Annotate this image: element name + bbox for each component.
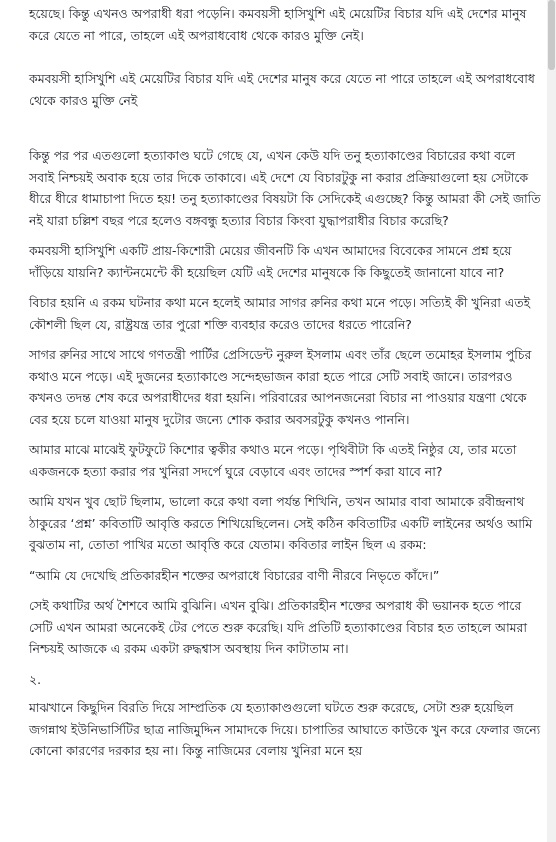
article-paragraph: হয়েছে। কিন্তু এখনও অপরাধী ধরা পড়েনি। কমবয়সী হাসিখুশি এই মেয়েটির বিচার যদি এই দেশের মানুষ করে যেতে না পারে, তাহলে এই অপরাধবোধ থেকে কারও মুক্তি নেই। <box>29 6 527 43</box>
article-body <box>29 3 544 771</box>
article-paragraph: আমার মাঝে মাঝেই ফুটফুটে কিশোর ত্বকীর কথাও মনে পড়ে। পৃথিবীটা কি এতই নিষ্ঠুর যে, তার মতো একজনকে হত্যা করার পর খুনিরা সদর্পে ঘুরে বেড়াবে এবং তাদের স্পর্শ করা যাবে না? <box>29 442 517 479</box>
article-paragraph: কিন্তু পর পর এতগুলো হত্যাকাণ্ড ঘটে গেছে যে, এখন কেউ যদি তনু হত্যাকাণ্ডের বিচারের কথা বলে সবাই নিশ্চয়ই অবাক হয়ে তার দিকে তাকাবে। এই দেশে যে বিচারটুকু না করার প্রক্রিয়াগুলো হয় সেটাকে ধীরে ধীরে ধামাচাপা দিতে হয়! তনু হত্যাকাণ্ডের বিষয়টা কি সেদিকেই এগুচ্ছে? কিন্তু আমরা কী সেই জাতি নই যারা চল্লিশ বছর পরে হলেও বঙ্গবন্ধু হত্যার বিচার কিংবা যুদ্ধাপরাধীর বিচার করেছি? <box>29 148 541 228</box>
article-paragraph: আমি যখন খুব ছোট ছিলাম, ভালো করে কথা বলা পর্যন্ত শিখিনি, তখন আমার বাবা আমাকে রবীন্দ্রনাথ ঠাকুরের ‘প্রশ্ন’ কবিতাটি আবৃত্তি করতে শিখিয়েছিলেন। সেই কঠিন কবিতাটির একটি লাইনের অর্থও আমি বুঝতাম না, তোতা পাখির মতো আবৃত্তি করে যেতাম। কবিতার লাইন ছিল এ রকম: <box>29 494 533 552</box>
article-paragraph: সেই কথাটির অর্থ শৈশবে আমি বুঝিনি। এখন বুঝি। প্রতিকারহীন শক্তের অপরাধ কী ভয়ানক হতে পারে সেটি এখন আমরা অনেকেই টের পেতে শুরু করেছি। যদি প্রতিটি হত্যাকাণ্ডের বিচার হত তাহলে আমরা নিশ্চয়ই আজকে এ রকম একটা রুদ্ধশ্বাস অবস্থায় দিন কাটাতাম না। <box>29 598 527 656</box>
vertical-scrollbar[interactable] <box>547 0 556 842</box>
poem-quote: “আমি যে দেখেছি প্রতিকারহীন শক্তের অপরাধে বিচারের বাণী নীরবে নিভৃতে কাঁদে।” <box>29 567 440 583</box>
article-paragraph: বিচার হয়নি এ রকম ঘটনার কথা মনে হলেই আমার সাগর রুনির কথা মনে পড়ে। সত্যিই কী খুনিরা এতই কৌশলী ছিল যে, রাষ্ট্রযন্ত্র তার পুরো শক্তি ব্যবহার করেও তাদের ধরতে পারেনি? <box>29 295 531 332</box>
pull-quote: কমবয়সী হাসিখুশি এই মেয়েটির বিচার যদি এই দেশের মানুষ করে যেতে না পারে তাহলে এই অপরাধবোধ থেকে কারও মুক্তি নেই <box>29 71 535 108</box>
scrollbar-thumb[interactable] <box>548 0 555 70</box>
article-paragraph: কমবয়সী হাসিখুশি একটি প্রায়-কিশোরী মেয়ের জীবনটি কি এখন আমাদের বিবেকের সামনে প্রশ্ন হয়ে দাঁড়িয়ে যায়নি? ক্যান্টনমেন্টে কী হয়েছিল যেটি এই দেশের মানুষকে কি কিছুতেই জানানো যাবে না? <box>29 243 512 280</box>
section-number: ২. <box>29 671 42 687</box>
article-paragraph: মাঝখানে কিছুদিন বিরতি দিয়ে সাম্প্রতিক যে হত্যাকাণ্ডগুলো ঘটতে শুরু করেছে, সেটা শুরু হয়েছিল জগন্নাথ ইউনিভার্সিটির ছাত্র নাজিমুদ্দিন সামাদকে দিয়ে। চাপাতির আঘাতে কাউকে খুন করে ফেলার জন্যে কোনো কারণের দরকার হয় না। কিন্তু নাজিমের বেলায় খুনিরা মনে হয় <box>29 700 541 758</box>
article-paragraph: সাগর রুনির সাথে সাথে গণতন্ত্রী পার্টির প্রেসিডেন্ট নুরুল ইসলাম এবং তাঁর ছেলে তমোহর ইসলাম পুচির কথাও মনে পড়ে। এই দুজনের হত্যাকাণ্ডে সন্দেহভাজন কারা হতে পারে সেটি সবাই জানে। তারপরও কখনও তদন্ত শেষ করে অপরাধীদের ধরা হয়নি। পরিবারের আপনজনেরা বিচার না পাওয়ার যন্ত্রণা থেকে বের হয়ে চলে যাওয়া মানুষ দুটোর জন্যে শোক করার অবসরটুকু কখনও পাননি। <box>29 347 532 427</box>
